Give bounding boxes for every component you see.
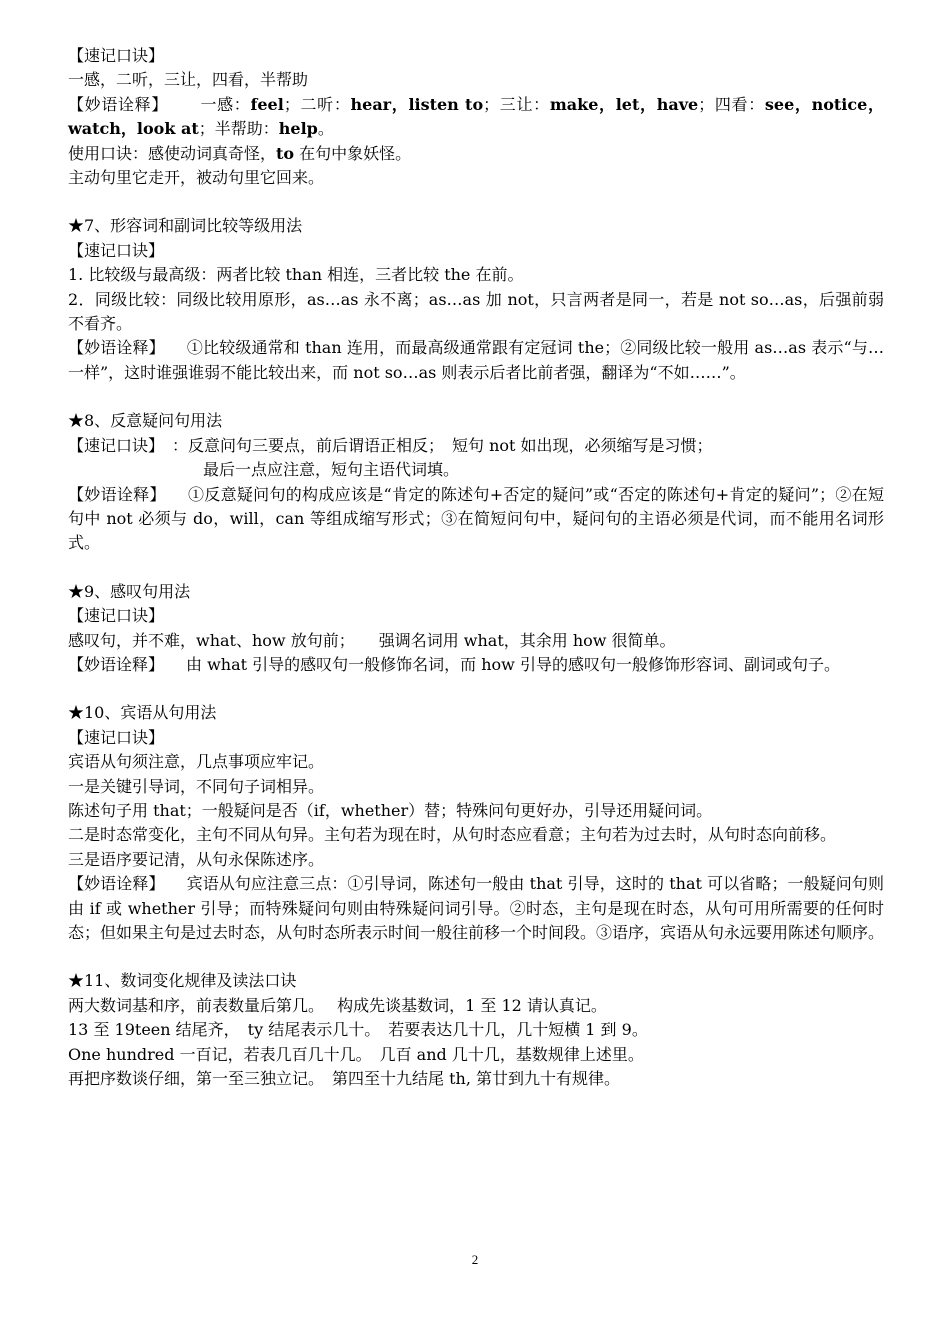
mnemonic-text: 宾语从句须注意，几点事项应牢记。 <box>68 752 325 772</box>
mnemonic-text: 一是关键引导词，不同句子词相异。 <box>68 776 325 796</box>
mnemonic-text: 1. 比较级与最高级：两者比较 than 相连，三者比较 the 在前。 <box>68 265 524 285</box>
explanation-label: 【妙语诠释】 <box>68 654 165 674</box>
explanation-label: 【妙语诠释】 <box>68 94 169 114</box>
mnemonic-label: 【速记口诀】 <box>68 435 165 455</box>
document-page <box>68 44 884 1091</box>
explanation-label: 【妙语诠释】 <box>68 338 165 358</box>
explanation-paragraph: 【妙语诠释】 宾语从句应注意三点：①引导词，陈述句一般由 that 引导，这时的 that 可以省略；一般疑问句则由 if 或 whether 引导；而特殊疑问句则由特殊疑问词引导。②时态，主句是现在时态，从句可用所需要的任何时态；但如果主句是过去时态，从句时态所表示时间一般往前移一个时间段。③语序，宾语从句永远要用陈述句顺序。 <box>68 874 885 942</box>
mnemonic-label: 【速记口诀】 <box>68 606 165 626</box>
page-number: 2 <box>471 1252 479 1267</box>
usage-line: 使用口诀：感使动词真奇怪，to 在句中象妖怪。 <box>68 143 412 163</box>
mnemonic-label: 【速记口诀】 <box>68 727 165 747</box>
mnemonic-text: 最后一点应注意，短句主语代词填。 <box>203 460 460 480</box>
section-title: ★9、感叹句用法 <box>68 581 191 601</box>
mnemonic-text: 三是语序要记清，从句永保陈述序。 <box>68 849 325 869</box>
mnemonic-text: One hundred 一百记，若表几百几十几。 几百 and 几十几，基数规律上述里。 <box>68 1044 644 1064</box>
explanation-paragraph: 【妙语诠释】 一感：feel；二听：hear，listen to；三让：make，let，have；四看：see，notice，watch，look at；半帮助：help。 <box>68 94 884 139</box>
explanation-paragraph: 【妙语诠释】 由 what 引导的感叹句一般修饰名词，而 how 引导的感叹句一般修饰形容词、副词或句子。 <box>68 654 840 674</box>
mnemonic-text: 一感，二听，三让，四看，半帮助 <box>68 70 309 90</box>
explanation-paragraph: 【妙语诠释】 ①反意疑问句的构成应该是“肯定的陈述句+否定的疑问”或“否定的陈述句+肯定的疑问”；②在短句中 not 必须与 do，will，can 等组成缩写形式；③在简短问句中，疑问句的主语必须是代词，而不能用名词形式。 <box>68 484 884 553</box>
mnemonic-text: 感叹句，并不难，what、how 放句前； 强调名词用 what，其余用 how 很简单。 <box>68 630 676 650</box>
mnemonic-label: 【速记口诀】 <box>68 240 165 260</box>
mnemonic-text: 13 至 19teen 结尾齐， ty 结尾表示几十。 若要表达几十几，几十短横 1 到 9。 <box>68 1020 648 1040</box>
explanation-label: 【妙语诠释】 <box>68 874 165 894</box>
mnemonic-text: 两大数词基和序，前表数量后第几。 构成先谈基数词，1 至 12 请认真记。 <box>68 995 607 1015</box>
explanation-paragraph: 【妙语诠释】 ①比较级通常和 than 连用，而最高级通常跟有定冠词 the；②同级比较一般用 as…as 表示“与…一样”，这时谁强谁弱不能比较出来，而 not so…as 则表示后者比前者强，翻译为“不如……”。 <box>68 338 884 382</box>
section-title: ★11、数词变化规律及读法口诀 <box>68 971 297 991</box>
mnemonic-label: 【速记口诀】 <box>68 46 165 65</box>
mnemonic-text: 2．同级比较：同级比较用原形，as…as 永不离；as…as 加 not，只言两者是同一，若是 not so…as，后强前弱不看齐。 <box>68 289 884 334</box>
mnemonic-text: 二是时态常变化，主句不同从句异。主句若为现在时，从句时态应看意；主句若为过去时，从句时态向前移。 <box>68 825 837 845</box>
mnemonic-line: 【速记口诀】 ：反意问句三要点，前后谓语正相反； 短句 not 如出现，必须缩写是习惯； <box>68 435 713 455</box>
section-title: ★7、形容词和副词比较等级用法 <box>68 216 303 236</box>
section-title: ★8、反意疑问句用法 <box>68 411 223 431</box>
section-title: ★10、宾语从句用法 <box>68 703 217 723</box>
mnemonic-text: 陈述句子用 that；一般疑问是否（if，whether）替；特殊问句更好办，引导还用疑问词。 <box>68 800 713 820</box>
explanation-label: 【妙语诠释】 <box>68 484 166 504</box>
mnemonic-text: 再把序数谈仔细，第一至三独立记。 第四至十九结尾 th, 第廿到九十有规律。 <box>68 1069 620 1089</box>
usage-line-2: 主动句里它走开，被动句里它回来。 <box>68 168 325 188</box>
